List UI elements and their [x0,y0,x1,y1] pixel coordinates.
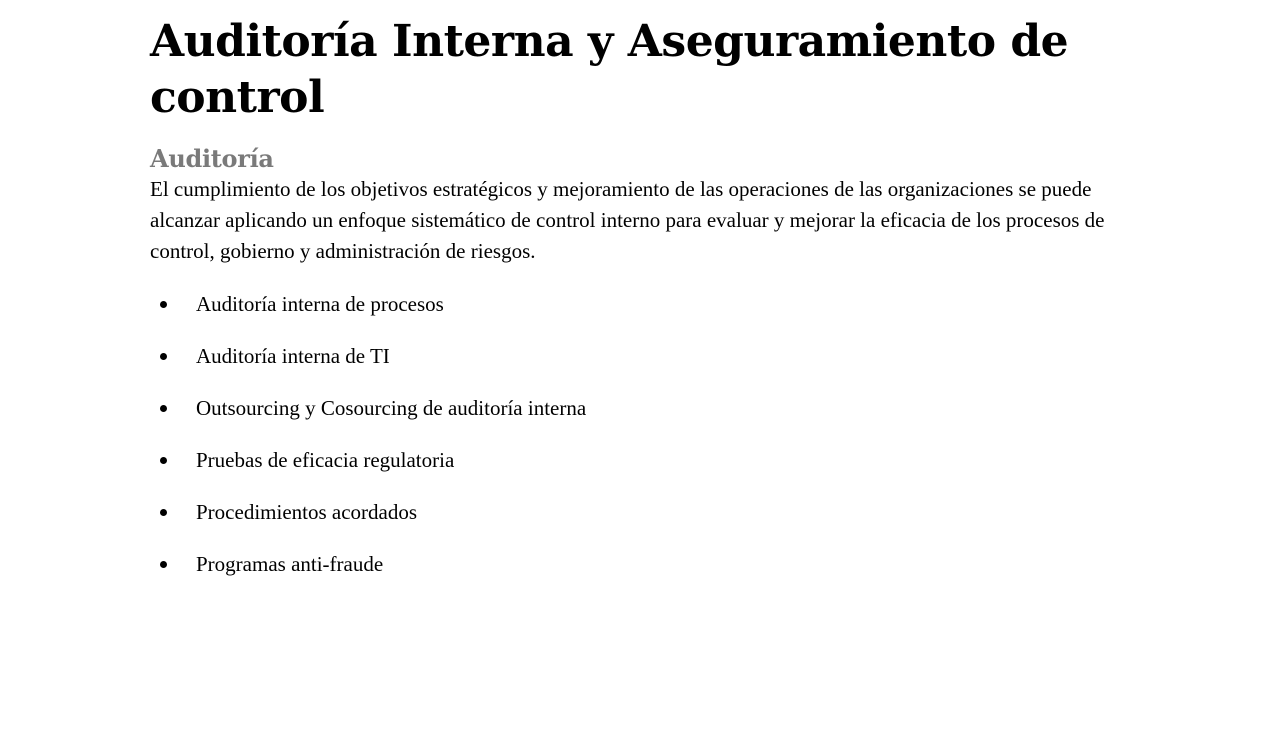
bullet-icon [160,405,167,412]
list-item-label: Pruebas de eficacia regulatoria [196,448,455,472]
list-item-label: Auditoría interna de procesos [196,292,444,316]
list-item [150,341,1130,371]
bullet-icon [160,353,167,360]
section-heading: Auditoría [150,144,274,173]
bullet-icon [160,561,167,568]
bullet-icon [160,457,167,464]
list-item-label: Auditoría interna de TI [196,344,390,368]
bullet-icon [160,509,167,516]
services-list [150,289,1130,579]
page-title: Auditoría Interna y Aseguramiento de control [150,16,1069,123]
list-item [150,289,1130,319]
list-item-label: Outsourcing y Cosourcing de auditoría interna [196,396,587,420]
intro-paragraph: El cumplimiento de los objetivos estratégicos y mejoramiento de las operaciones de las organizaciones se puede alcanzar aplicando un enfoque sistemático de control interno para evaluar y mejorar la eficacia de los procesos de control, gobierno y administración de riesgos. [150,177,1105,263]
list-item [150,393,1130,423]
document-page [150,14,1130,601]
list-item-label: Procedimientos acordados [196,500,418,524]
list-item [150,497,1130,527]
bullet-icon [160,301,167,308]
list-item [150,549,1130,579]
list-item [150,445,1130,475]
list-item-label: Programas anti-fraude [196,552,384,576]
